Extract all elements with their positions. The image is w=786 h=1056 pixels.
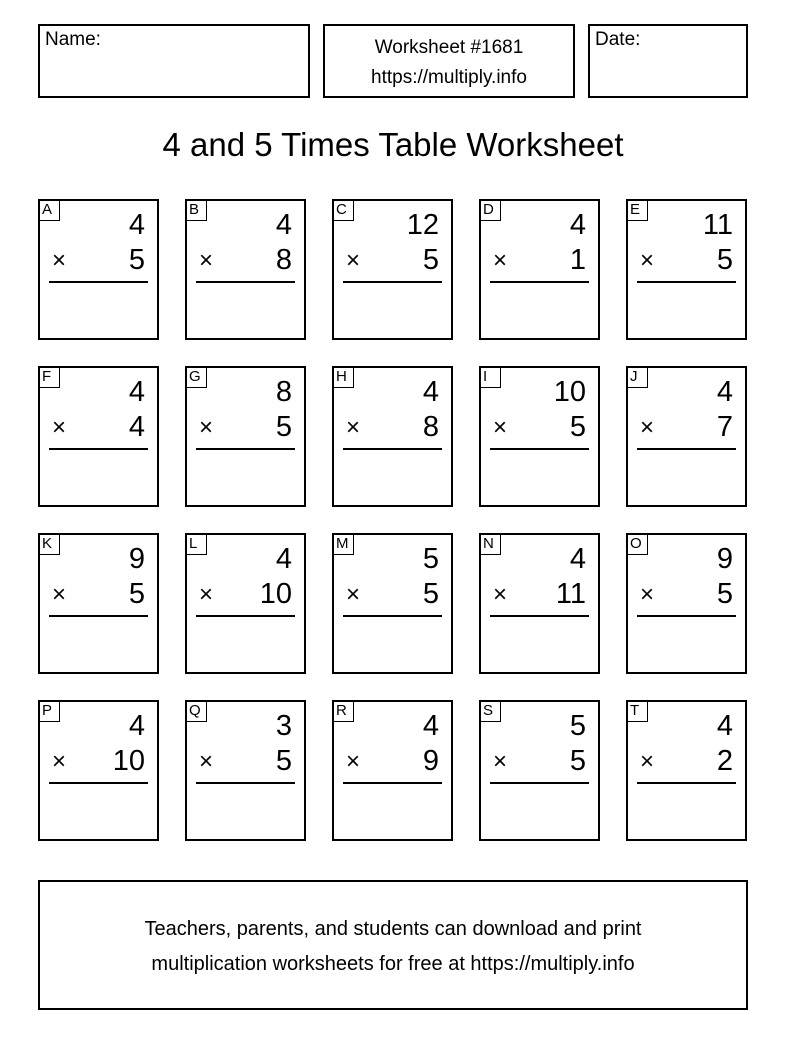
page-title: 4 and 5 Times Table Worksheet	[162, 126, 624, 163]
multiplicand: 11	[702, 209, 733, 241]
problem-c	[332, 199, 453, 340]
multiplicand: 5	[569, 710, 586, 742]
problem-letter: O	[626, 533, 648, 555]
multiplier: 9	[422, 745, 439, 777]
multiplier: 11	[555, 578, 586, 610]
problem-letter: A	[38, 199, 60, 221]
multiplier: 5	[569, 411, 586, 443]
times-sign: ×	[52, 581, 67, 608]
problem-letter: P	[38, 700, 60, 722]
answer-line	[637, 448, 736, 450]
answer-line	[196, 615, 295, 617]
multiplier: 5	[275, 411, 292, 443]
answer-line	[343, 782, 442, 784]
multiplicand: 4	[128, 710, 145, 742]
answer-line	[49, 615, 148, 617]
worksheet-info-box	[323, 24, 575, 98]
multiplicand: 4	[128, 376, 145, 408]
times-sign: ×	[52, 748, 67, 775]
multiplicand: 10	[553, 376, 586, 408]
problem-letter: J	[626, 366, 648, 388]
problem-letter: G	[185, 366, 207, 388]
problem-letter: K	[38, 533, 60, 555]
problem-h	[332, 366, 453, 507]
problem-q	[185, 700, 306, 841]
multiplicand: 4	[275, 209, 292, 241]
answer-line	[343, 615, 442, 617]
answer-line	[343, 448, 442, 450]
answer-line	[196, 281, 295, 283]
problem-letter: Q	[185, 700, 207, 722]
problem-letter: R	[332, 700, 354, 722]
problem-n	[479, 533, 600, 674]
answer-line	[49, 782, 148, 784]
problem-t	[626, 700, 747, 841]
problem-p	[38, 700, 159, 841]
date-box	[588, 24, 748, 98]
multiplier: 2	[716, 745, 733, 777]
multiplier: 5	[422, 244, 439, 276]
multiplier: 8	[275, 244, 292, 276]
problem-letter: S	[479, 700, 501, 722]
multiplicand: 4	[569, 209, 586, 241]
multiplicand: 4	[716, 710, 733, 742]
footer-box	[38, 880, 748, 1010]
problem-k	[38, 533, 159, 674]
date-label: Date:	[595, 29, 641, 50]
problem-b	[185, 199, 306, 340]
multiplier: 7	[716, 411, 733, 443]
problem-r	[332, 700, 453, 841]
times-sign: ×	[199, 748, 214, 775]
answer-line	[637, 615, 736, 617]
problem-letter: F	[38, 366, 60, 388]
multiplicand: 4	[275, 543, 292, 575]
times-sign: ×	[493, 581, 508, 608]
name-label: Name:	[45, 29, 101, 50]
multiplicand: 9	[716, 543, 733, 575]
answer-line	[196, 782, 295, 784]
answer-line	[490, 448, 589, 450]
multiplier: 8	[422, 411, 439, 443]
times-sign: ×	[640, 247, 655, 274]
multiplicand: 4	[422, 376, 439, 408]
times-sign: ×	[640, 581, 655, 608]
footer-line-1: Teachers, parents, and students can download and print	[144, 918, 642, 940]
problem-letter: H	[332, 366, 354, 388]
times-sign: ×	[346, 581, 361, 608]
answer-line	[49, 281, 148, 283]
times-sign: ×	[52, 414, 67, 441]
multiplier: 5	[716, 244, 733, 276]
multiplicand: 8	[275, 376, 292, 408]
problem-o	[626, 533, 747, 674]
multiplier: 5	[422, 578, 439, 610]
problem-letter: M	[332, 533, 354, 555]
multiplier: 5	[716, 578, 733, 610]
multiplier: 5	[569, 745, 586, 777]
footer-line-2: multiplication worksheets for free at https://multiply.info	[151, 953, 635, 975]
problem-letter: T	[626, 700, 648, 722]
times-sign: ×	[493, 247, 508, 274]
answer-line	[343, 281, 442, 283]
multiplicand: 4	[569, 543, 586, 575]
multiplier: 10	[259, 578, 292, 610]
answer-line	[490, 615, 589, 617]
problem-g	[185, 366, 306, 507]
problem-i	[479, 366, 600, 507]
worksheet-number: Worksheet #1681	[374, 37, 524, 58]
times-sign: ×	[346, 247, 361, 274]
multiplicand: 12	[406, 209, 439, 241]
problem-letter: E	[626, 199, 648, 221]
problem-letter: L	[185, 533, 207, 555]
problem-m	[332, 533, 453, 674]
multiplier: 5	[275, 745, 292, 777]
times-sign: ×	[52, 247, 67, 274]
problem-letter: D	[479, 199, 501, 221]
problem-f	[38, 366, 159, 507]
problem-l	[185, 533, 306, 674]
problem-j	[626, 366, 747, 507]
answer-line	[196, 448, 295, 450]
multiplicand: 4	[128, 209, 145, 241]
problem-letter: B	[185, 199, 207, 221]
times-sign: ×	[199, 414, 214, 441]
website-url: https://multiply.info	[371, 67, 527, 88]
problem-letter: C	[332, 199, 354, 221]
problem-letter: N	[479, 533, 501, 555]
multiplier: 1	[569, 244, 586, 276]
answer-line	[49, 448, 148, 450]
multiplicand: 4	[716, 376, 733, 408]
answer-line	[490, 782, 589, 784]
multiplier: 5	[128, 578, 145, 610]
times-sign: ×	[346, 414, 361, 441]
times-sign: ×	[640, 414, 655, 441]
times-sign: ×	[493, 748, 508, 775]
answer-line	[637, 782, 736, 784]
answer-line	[637, 281, 736, 283]
times-sign: ×	[346, 748, 361, 775]
times-sign: ×	[640, 748, 655, 775]
multiplier: 5	[128, 244, 145, 276]
problem-d	[479, 199, 600, 340]
problem-a	[38, 199, 159, 340]
answer-line	[490, 281, 589, 283]
times-sign: ×	[199, 247, 214, 274]
multiplicand: 3	[275, 710, 292, 742]
problem-letter: I	[479, 366, 501, 388]
name-box	[38, 24, 310, 98]
multiplicand: 5	[422, 543, 439, 575]
multiplier: 10	[112, 745, 145, 777]
times-sign: ×	[493, 414, 508, 441]
problem-s	[479, 700, 600, 841]
multiplicand: 4	[422, 710, 439, 742]
multiplicand: 9	[128, 543, 145, 575]
problem-e	[626, 199, 747, 340]
multiplier: 4	[128, 411, 145, 443]
times-sign: ×	[199, 581, 214, 608]
